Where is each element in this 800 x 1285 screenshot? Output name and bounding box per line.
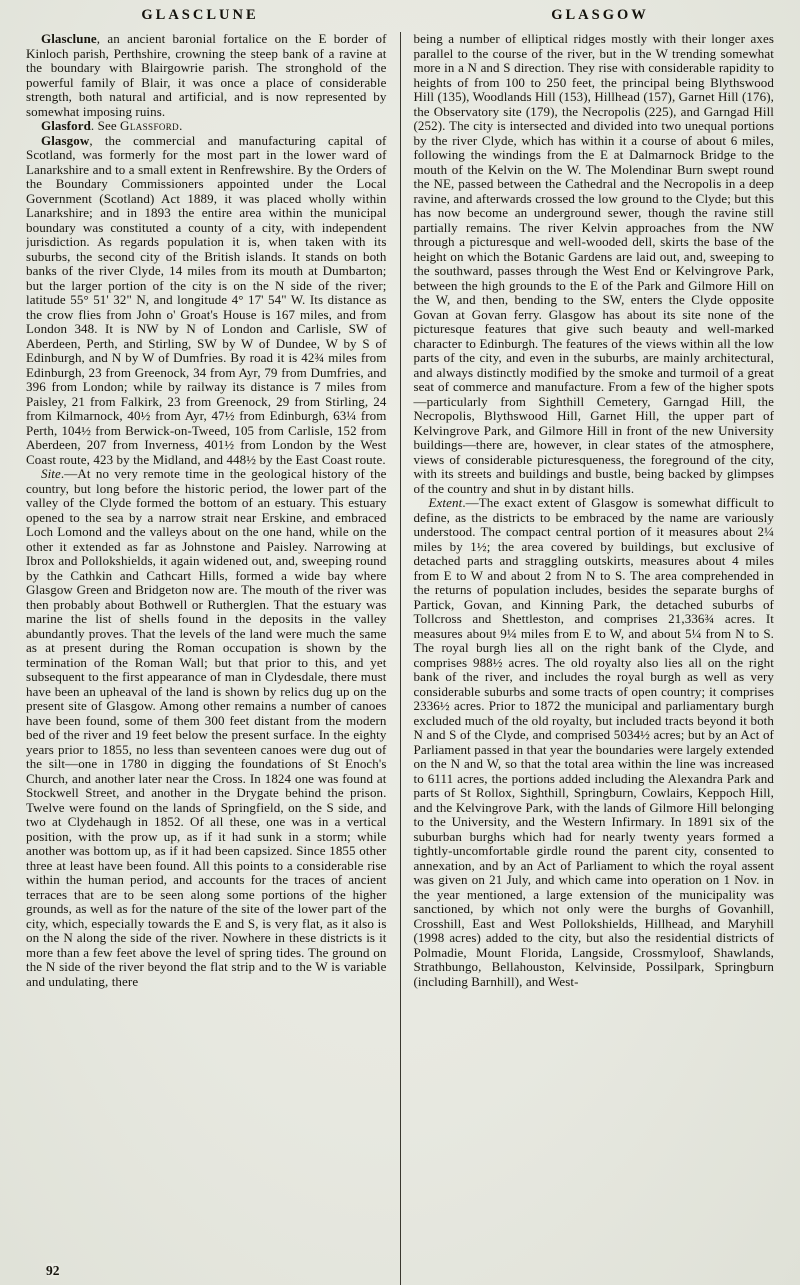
running-head-right: GLASGOW xyxy=(551,7,649,23)
text-columns xyxy=(0,30,800,1285)
paragraph xyxy=(26,467,387,989)
text-run-bold: Glasgow xyxy=(41,132,90,148)
page-number: 92 xyxy=(46,1263,60,1278)
text-run-italic: Site xyxy=(41,466,61,481)
right-column xyxy=(401,32,775,1285)
paragraph xyxy=(414,32,775,496)
text-run: , the commercial and manufacturing capital of Scotland, was formerly for the most part in the lower ward of Lanarkshire and to a small extent in Renfrewshire. By the Orders of the Boundary Commissioners appointed under the Local Government (Scotland) Act 1889, it was placed wholly within Lanarkshire; and in 1893 the entire area within the municipal boundary was constituted a county of a city, with independent jurisdiction. As regards population it is, when taken with its suburbs, the second city of the British islands. It stands on both banks of the river Clyde, 14 miles from its mouth at Dumbarton; but the larger portion of the city is on the N side of the river; latitude 55° 51' 32" N, and longitude 4° 17' 54" W. Its distance as the crow flies from John o' Groat's House is 167 miles, and from London 348. It is NW by N of London and Carlisle, SW of Aberdeen, Perth, and Stirling, SW by W of Dundee, W by S of Edinburgh, and N by W of Dumfries. By road it is 42¾ miles from Edinburgh, 23 from Greenock, 34 from Ayr, 79 from Dumfries, and 396 from London; while by railway its distance is 7 miles from Paisley, 21 from Falkirk, 23 from Greenock, 29 from Stirling, 24 from Kilmarnock, 40½ from Ayr, 47½ from Edinburgh, 63¼ from Perth, 104½ from Berwick-on-Tweed, 105 from Carlisle, 152 from Aberdeen, 207 from Inverness, 401½ from London by the West Coast route, 423 by the Midland, and 448½ by the East Coast route. xyxy=(26,132,387,467)
text-run: .—The exact extent of Glasgow is somewhat difficult to define, as the districts to be embraced by the name are variously understood. The compact central portion of it measures about 2¼ miles by 1½; the area covered by buildings, but exclusive of detached parts and straggling outskirts, measures about 4 miles from E to W and about 2 from N to S. The area comprehended in the returns of population includes, besides the separate burghs of Partick, Govan, and Kinning Park, the detached suburbs of Tollcross and Shettleston, and comprises 21,336¾ acres. It measures about 9¼ miles from E to W, and about 5¼ from N to S. The royal burgh lies all on the right bank of the Clyde, and comprises 988½ acres. The old royalty also lies all on the right bank of the river, and includes the royal burgh as well as very considerable suburbs and some tracts of open country; it comprises 2336½ acres. Prior to 1872 the municipal and parliamentary burgh excluded much of the old royalty, but included tracts beyond it both N and S of the Clyde, and comprised 5034½ acres; but by an Act of Parliament passed in that year the boundaries were largely extended on the N and W, so that the total area within the line was increased to 6111 acres, the portions added including the Alexandra Park and parts of St Rollox, Sighthill, Springburn, Cowlairs, Keppoch Hill, and the Kelvingrove Park, with the lands of Gilmore Hill belonging to the University, and the Western Infirmary. In 1891 six of the suburban burghs which had for nearly twenty years formed a tightly-uncomfortable girdle round the parent city, consented to annexation, and by an Act of Parliament to which the royal assent was given on 21 July, and which came into operation on 1 Nov. in the year mentioned, a large extension of the municipality was sanctioned, by which not only were the burghs of Govanhill, Crosshill, East and West Pollokshields, Hillhead, and Maryhill (1998 acres) added to the city, but also the residential districts of Polmadie, Mount Florida, Langside, Crossmyloof, Shawlands, Strathbungo, Bellahouston, Kelvinside, Possilpark, Springburn (including Barnhill), and West- xyxy=(413,495,774,989)
paragraph xyxy=(26,119,387,134)
text-run-bold: Glasford xyxy=(41,118,91,133)
text-run: .—At no very remote time in the geological history of the country, but long before the historic period, the lower part of the valley of the Clyde formed the bottom of an estuary. This estuary opened to the sea by a narrow strait near Erskine, and embraced Loch Lomond and the valleys about on the one hand, while on the other it extended as far as Johnstone and Paisley. Narrowing at Ibrox and Pollokshields, it again widened out, and, sweeping round by the Cathkin and Cathcart Hills, formed a wide bay where Glasgow Green and Bridgeton now are. The mouth of the river was then probably about Bothwell or Rutherglen. That the estuary was marine the list of shells found in the deposits in the valley abundantly proves. That the levels of the land were much the same as at present during the Roman occupation is shown by the termination of the Roman Wall; but that prior to this, and yet subsequent to the first appearance of man in Clydesdale, there must have been an upheaval of the land is shown by relics dug up on the present site of Glasgow. Among other remains a number of canoes have been found, some of them 300 feet distant from the modern bed of the river and 19 feet below the present surface. In the eighty years prior to 1855, no less than seventeen canoes were dug out of the silt—one in 1780 in digging the foundations of St Enoch's Church, and another later near the Cross. In 1824 one was found at Stockwell Street, and another in the Drygate behind the prison. Twelve were found on the lands of Springfield, on the S side, and two at Clydehaugh in 1852. Of all these, one was in a vertical position, with the prow up, as if it had sunk in a storm; while another was bottom up, as if it had been capsized. Since 1855 other three at least have been found. All this points to a considerable rise within the human period, and accounts for the traces of ancient terraces that are to be seen along some portions of the higher grounds, as well as for the nature of the site of the lower part of the city, which, especially towards the E and S, is very flat, as it also is on the N along the side of the river. Nowhere in these districts is it more than a few feet above the level of spring tides. The ground on the N side of the river beyond the flat strip and to the W is variable and undulating, there xyxy=(26,466,387,989)
text-run: , an ancient baronial fortalice on the E border of Kinloch parish, Perthshire, crowning the steep bank of a ravine at the boundary with Blairgowrie parish. The stronghold of the powerful family of Blair, it was once a place of considerable strength, both natural and artificial, and is now represented by somewhat imposing ruins. xyxy=(26,32,387,119)
running-head-left: GLASCLUNE xyxy=(141,7,259,23)
left-column xyxy=(26,32,400,1285)
text-run-italic: Extent xyxy=(428,495,463,510)
text-run: being a number of elliptical ridges mostly with their longer axes parallel to the course of the river, but in the W trending somewhat more in a N and S direction. They rise with considerable rapidity to heights of from 100 to 250 feet, the principal being Blythswood Hill (135), Woodlands Hill (153), Hillhead (157), Garnet Hill (176), the Observatory site (179), the Necropolis (225), and Garngad Hill (252). The city is intersected and divided into two unequal portions by the river Clyde, which has within it a course of about 6 miles, following the windings from the E at Dalmarnock Bridge to the mouth of the Kelvin on the W. The Molendinar Burn swept round the NE, passed between the Cathedral and the Necropolis in a deep ravine, and afterwards crossed the low ground to the Clyde; but this has now become an underground sewer, though the ravine still partially remains. The river Kelvin approaches from the NW through a picturesque and well-wooded dell, skirts the base of the height on which the Botanic Gardens are laid out, and, sweeping to the southward, passes through the West End or Kelvingrove Park, between the high grounds to the E of the Park and Gilmore Hill on the W, and then, bending to the SW, enters the Clyde opposite Govan at Govan ferry. Glasgow has about its site none of the picturesque features that give such beauty and well-marked character to Edinburgh. The features of the views within all the low parts of the city, and even in the suburbs, are mainly architectural, and always distinctly modified by the smoke and turmoil of a great seat of commerce and manufacture. From a few of the higher spots—particularly from Sighthill Cemetery, Garngad Hill, the Necropolis, Blythswood Hill, Garnet Hill, the upper part of Kelvingrove Park, and Gilmore Hill in front of the new University buildings—there are, however, in clear states of the atmosphere, views of considerable picturesqueness, the foreground of the city, with its streets and buildings and bustle, being backed by glimpses of the country and shut in by distant hills. xyxy=(413,32,774,496)
paragraph xyxy=(26,134,387,468)
running-heads xyxy=(0,0,800,26)
text-run: . xyxy=(179,118,183,133)
paragraph xyxy=(26,32,387,119)
text-run: . See xyxy=(90,118,121,133)
text-run-bold: Glasclune xyxy=(41,32,97,46)
paragraph xyxy=(414,496,775,989)
text-run-smallcaps: Glassford xyxy=(120,118,180,133)
